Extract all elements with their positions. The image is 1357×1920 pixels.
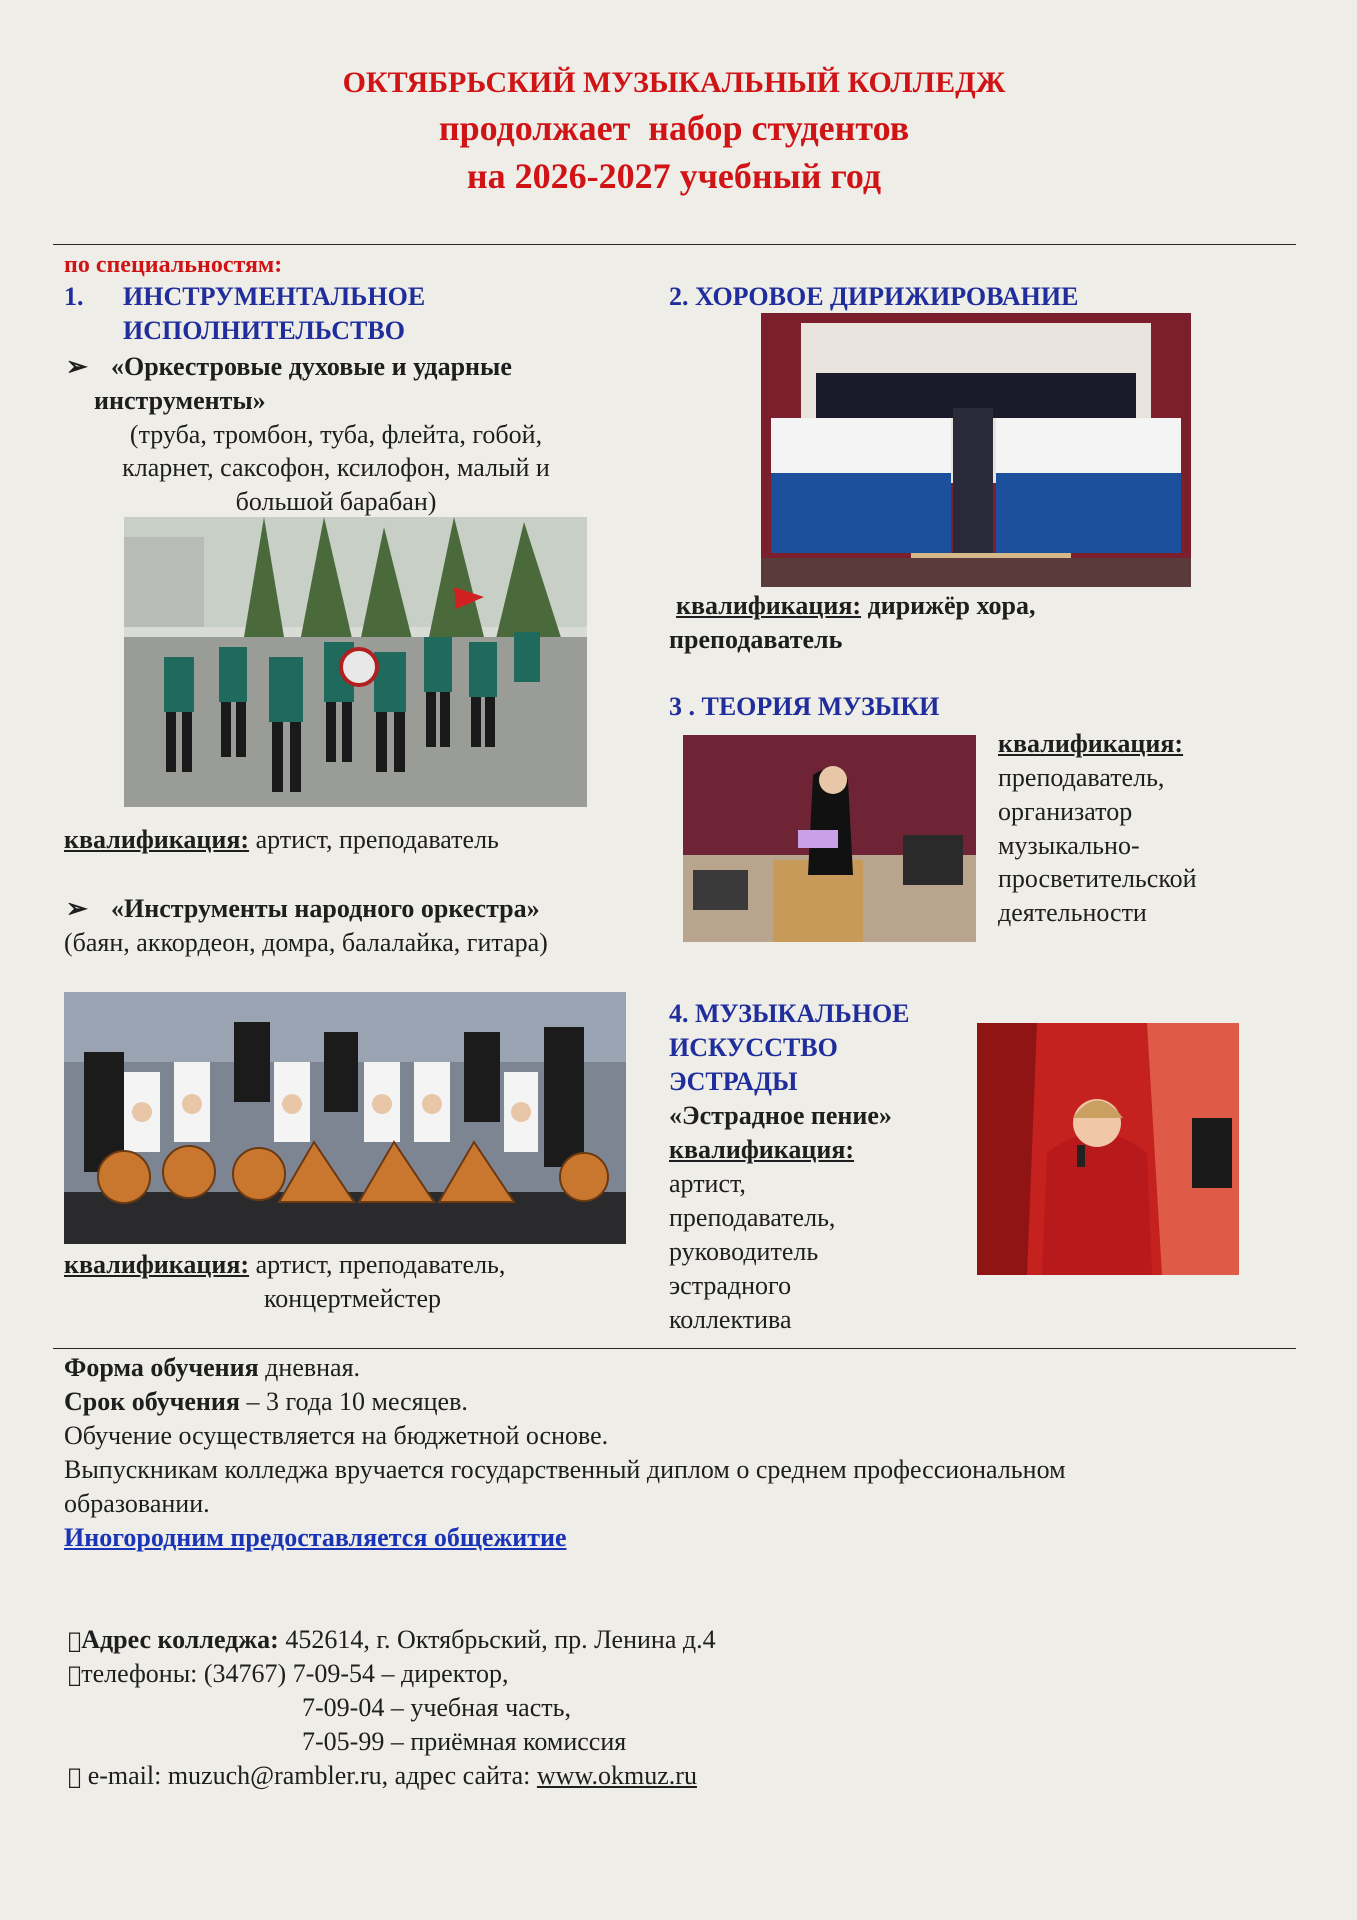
s3-qual-line-4: просветительской	[998, 864, 1197, 893]
s3-qual-label: квалификация:	[998, 729, 1184, 758]
s2-qual-l1: квалификация: дирижёр хора,	[676, 591, 1036, 620]
diploma-note-l2: образовании.	[64, 1489, 210, 1518]
college-name: ОКТЯБРЬСКИЙ МУЗЫКАЛЬНЫЙ КОЛЛЕДЖ	[342, 66, 1006, 99]
phones-line-2: 7-09-04 – учебная часть,	[302, 1693, 571, 1722]
phones-line-1: телефоны: (34767) 7-09-54 – директор,	[68, 1659, 496, 1688]
s3-title: 3 . ТЕОРИЯ МУЗЫКИ	[669, 692, 940, 721]
s2-title: 2. ХОРОВОЕ ДИРИЖИРОВАНИЕ	[669, 282, 1079, 311]
choir-photo	[761, 313, 1191, 587]
s1-title-l2: ИСПОЛНИТЕЛЬСТВО	[123, 316, 405, 345]
bullet-arrow-icon: ➢	[66, 352, 88, 381]
diploma-note-l1: Выпускникам колледжа вручается государственный диплом о среднем профессиональном	[64, 1455, 1066, 1484]
specialties-label: по специальностям:	[64, 252, 283, 278]
bullet-glyph-icon	[68, 1629, 81, 1654]
folk-orchestra-photo	[64, 992, 626, 1244]
s4-title-line-1: 4. МУЗЫКАЛЬНОЕ	[669, 999, 910, 1028]
email-line: e-mail: muzuch@rambler.ru, адрес сайта: www.okmuz.ru	[68, 1759, 697, 1795]
s1-instruments-l1: (труба, тромбон, туба, флейта, гобой,	[129, 420, 543, 449]
phones-line-3: 7-05-99 – приёмная комиссия	[302, 1727, 627, 1756]
music-theory-photo	[683, 735, 976, 942]
site-link[interactable]: www.okmuz.ru	[517, 1761, 678, 1790]
s3-qual-line-2: организатор	[998, 797, 1133, 826]
s1-instruments-l3: большой барабан)	[235, 487, 437, 516]
info-divider	[53, 1348, 1296, 1349]
s4-title-line-2: ИСКУССТВО	[669, 1033, 838, 1062]
s1-qual2-l1: квалификация: артист, преподаватель,	[64, 1250, 506, 1279]
s4-qual-line-5: коллектива	[669, 1305, 792, 1334]
s1-number: 1.	[64, 282, 84, 311]
s1-bullet1-l2: инструменты»	[94, 386, 266, 415]
s4-qual-label: квалификация:	[669, 1135, 855, 1164]
s4-qual-line-4: эстрадного	[669, 1271, 792, 1300]
marching-band-photo	[124, 517, 587, 807]
s4-subtitle: «Эстрадное пение»	[669, 1101, 892, 1130]
s4-qual-line-3: руководитель	[669, 1237, 819, 1266]
s1-bullet2: «Инструменты народного оркестра»	[111, 894, 540, 923]
header-line-3: на 2026-2027 учебный год	[466, 156, 882, 196]
s2-qual-l2: преподаватель	[669, 625, 843, 654]
s4-qual-line-1: артист,	[669, 1169, 746, 1198]
form-of-study: Форма обучения дневная.	[64, 1353, 361, 1382]
dormitory-link[interactable]: Иногородним предоставляется общежитие	[64, 1523, 567, 1552]
bullet-arrow-icon: ➢	[66, 894, 88, 923]
s3-qual-line-1: преподаватель,	[998, 763, 1165, 792]
bullet-glyph-icon	[68, 1663, 81, 1688]
s1-instruments-l2: кларнет, саксофон, ксилофон, малый и	[122, 453, 550, 482]
s4-title-line-3: ЭСТРАДЫ	[669, 1067, 798, 1096]
address-line: Адрес колледжа: 452614, г. Октябрьский, пр. Ленина д.4	[68, 1625, 703, 1654]
s4-qual-line-2: преподаватель,	[669, 1203, 836, 1232]
s3-qual-line-5: деятельности	[998, 898, 1147, 927]
s1-qual2-l2: концертмейстер	[264, 1284, 442, 1313]
s1-title-l1: ИНСТРУМЕНТАЛЬНОЕ	[123, 282, 426, 311]
s3-qual-line-3: музыкально-	[998, 831, 1140, 860]
s1-bullet1-l1: «Оркестровые духовые и ударные	[111, 352, 512, 381]
s1-instruments2: (баян, аккордеон, домра, балалайка, гитара)	[64, 928, 548, 957]
top-divider	[53, 244, 1296, 245]
budget-note: Обучение осуществляется на бюджетной основе.	[64, 1421, 609, 1450]
bullet-glyph-icon	[68, 1765, 81, 1790]
s1-qual1: квалификация: артист, преподаватель	[64, 825, 499, 854]
pop-singer-photo	[977, 1023, 1239, 1275]
header-line-2: продолжает набор студентов	[438, 108, 910, 148]
study-term: Срок обучения – 3 года 10 месяцев.	[64, 1387, 468, 1416]
